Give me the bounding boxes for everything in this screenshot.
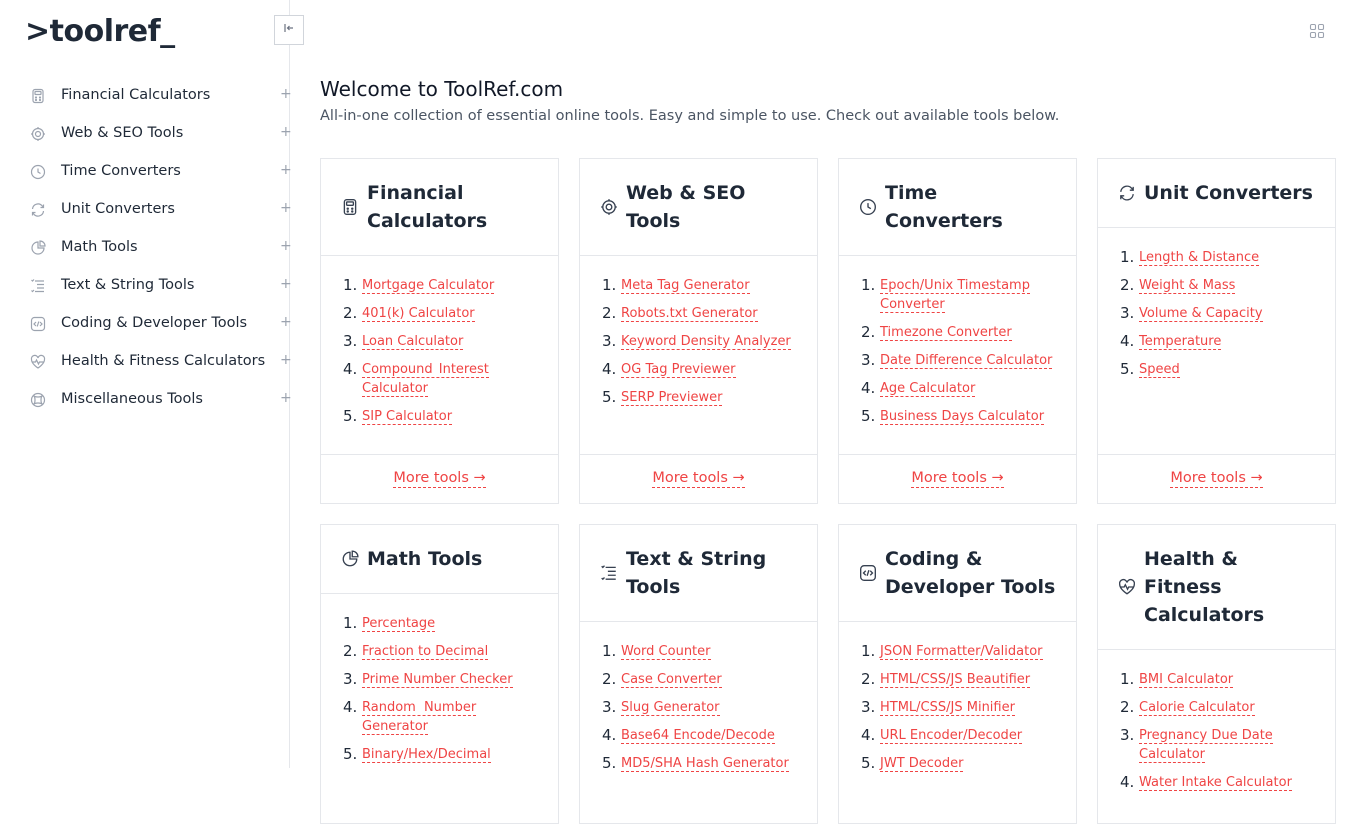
tool-link[interactable]: Date Difference Calculator <box>880 353 1053 368</box>
tool-link[interactable]: Base64 Encode/Decode <box>621 728 775 743</box>
tool-link[interactable]: Robots.txt Generator <box>621 306 758 321</box>
tool-link[interactable]: Slug Generator <box>621 700 720 715</box>
tool-link[interactable]: Loan Calculator <box>362 334 464 349</box>
sidebar-item-text-string-tools[interactable] <box>0 267 290 305</box>
expand-plus-icon[interactable]: + <box>280 200 292 216</box>
tool-link[interactable]: HTML/CSS/JS Beautifier <box>880 672 1031 687</box>
list-icon <box>600 564 618 582</box>
list-item: 5. MD5/SHA Hash Generator <box>602 754 789 772</box>
tool-link[interactable]: Compound Interest Calculator <box>362 362 489 396</box>
code-icon <box>30 316 46 332</box>
more-tools-link[interactable]: More tools → <box>1170 470 1263 486</box>
card-header <box>580 525 817 622</box>
heart-pulse-icon <box>30 354 46 370</box>
list-item: 3. Pregnancy Due Date Calculator <box>1120 726 1273 762</box>
tool-link[interactable]: URL Encoder/Decoder <box>880 728 1023 743</box>
expand-plus-icon[interactable]: + <box>280 86 292 102</box>
sidebar-item-label: Health & Fitness Calculators <box>61 353 266 369</box>
tool-link[interactable]: MD5/SHA Hash Generator <box>621 756 789 771</box>
expand-plus-icon[interactable]: + <box>280 352 292 368</box>
tool-link[interactable]: HTML/CSS/JS Minifier <box>880 700 1015 715</box>
tool-link[interactable]: Epoch/Unix Timestamp Converter <box>880 278 1030 312</box>
pie-icon <box>30 240 46 256</box>
card-header <box>321 159 558 256</box>
list-item: 3. Keyword Density Analyzer <box>602 332 791 350</box>
tool-link[interactable]: 401(k) Calculator <box>362 306 475 321</box>
tool-link[interactable]: Timezone Converter <box>880 325 1012 340</box>
tool-link[interactable]: Weight & Mass <box>1139 278 1236 293</box>
list-item: 5. JWT Decoder <box>861 754 964 772</box>
tool-list <box>839 622 1076 773</box>
logo[interactable]: >toolref_ <box>25 14 175 49</box>
page-subtitle: All-in-one collection of essential online tools. Easy and simple to use. Check out available tools below. <box>320 108 1060 124</box>
sidebar-item-label: Financial Calculators <box>61 87 211 103</box>
tool-list <box>1098 228 1335 379</box>
sidebar <box>0 0 290 768</box>
sidebar-item-time-converters[interactable] <box>0 153 290 191</box>
refresh-icon <box>30 202 46 218</box>
card-title: Financial Calculators <box>367 182 488 232</box>
tool-link[interactable]: OG Tag Previewer <box>621 362 736 377</box>
tool-link[interactable]: Business Days Calculator <box>880 409 1045 424</box>
card-title: Text & String Tools <box>626 548 767 598</box>
tool-link[interactable]: Mortgage Calculator <box>362 278 495 293</box>
list-item: 1. BMI Calculator <box>1120 670 1234 688</box>
list-item: 1. Mortgage Calculator <box>343 276 495 294</box>
more-tools-link[interactable]: More tools → <box>911 470 1004 486</box>
list-item: 3. HTML/CSS/JS Minifier <box>861 698 1015 716</box>
card-math-tools <box>320 524 559 824</box>
card-footer <box>839 454 1076 503</box>
tool-link[interactable]: JSON Formatter/Validator <box>880 644 1043 659</box>
list-item: 4. OG Tag Previewer <box>602 360 736 378</box>
list-item: 5. SERP Previewer <box>602 388 723 406</box>
card-footer <box>321 454 558 503</box>
expand-plus-icon[interactable]: + <box>280 276 292 292</box>
card-unit-converters <box>1097 158 1336 504</box>
card-header <box>580 159 817 256</box>
sidebar-item-web-seo-tools[interactable] <box>0 115 290 153</box>
sidebar-item-coding-developer-tools[interactable] <box>0 305 290 343</box>
sidebar-nav <box>0 77 290 419</box>
list-item: 3. Date Difference Calculator <box>861 351 1053 369</box>
tool-link[interactable]: Water Intake Calculator <box>1139 775 1292 790</box>
target-icon <box>600 198 618 216</box>
list-item: 2. Case Converter <box>602 670 722 688</box>
grid-icon[interactable] <box>1309 23 1325 39</box>
list-item: 2. Robots.txt Generator <box>602 304 758 322</box>
sidebar-item-financial-calculators[interactable] <box>0 77 290 115</box>
tool-link[interactable]: Volume & Capacity <box>1139 306 1263 321</box>
card-time-converters <box>838 158 1077 504</box>
sidebar-item-label: Miscellaneous Tools <box>61 391 203 407</box>
calculator-icon <box>30 88 46 104</box>
collapse-left-icon <box>282 21 296 39</box>
card-title: Time Converters <box>885 182 1003 232</box>
list-item: 4. Random Number Generator <box>343 698 477 734</box>
card-text-string-tools <box>579 524 818 824</box>
list-item: 2. Fraction to Decimal <box>343 642 489 660</box>
collapse-sidebar-button[interactable] <box>274 15 304 45</box>
tool-link[interactable]: Fraction to Decimal <box>362 644 489 659</box>
list-item: 4. Base64 Encode/Decode <box>602 726 775 744</box>
tool-list <box>321 594 558 764</box>
list-item: 1. JSON Formatter/Validator <box>861 642 1043 660</box>
list-item: 3. Slug Generator <box>602 698 720 716</box>
card-header <box>321 525 558 594</box>
card-coding-developer-tools <box>838 524 1077 824</box>
refresh-icon <box>1118 184 1136 202</box>
expand-plus-icon[interactable]: + <box>280 124 292 140</box>
tool-link[interactable]: BMI Calculator <box>1139 672 1234 687</box>
card-financial-calculators <box>320 158 559 504</box>
tool-link[interactable]: Percentage <box>362 616 436 631</box>
list-item: 2. 401(k) Calculator <box>343 304 475 322</box>
more-tools-link[interactable]: More tools → <box>393 470 486 486</box>
list-item: 4. URL Encoder/Decoder <box>861 726 1023 744</box>
tool-link[interactable]: Case Converter <box>621 672 722 687</box>
list-item: 3. Prime Number Checker <box>343 670 513 688</box>
card-title: Unit Converters <box>1144 182 1313 204</box>
more-tools-link[interactable]: More tools → <box>652 470 745 486</box>
tool-list <box>1098 650 1335 792</box>
heart-pulse-icon <box>1118 578 1136 596</box>
sidebar-item-label: Time Converters <box>61 163 181 179</box>
sidebar-item-label: Text & String Tools <box>61 277 195 293</box>
list-item: 1. Word Counter <box>602 642 711 660</box>
expand-plus-icon[interactable]: + <box>280 314 292 330</box>
list-icon <box>30 278 46 294</box>
tool-link[interactable]: Speed <box>1139 362 1180 377</box>
list-item: 4. Temperature <box>1120 332 1222 350</box>
tool-link[interactable]: Pregnancy Due Date Calculator <box>1139 728 1273 762</box>
card-title: Health & Fitness Calculators <box>1144 548 1265 626</box>
tool-list <box>580 622 817 773</box>
list-item: 2. HTML/CSS/JS Beautifier <box>861 670 1031 688</box>
card-web-seo-tools <box>579 158 818 504</box>
list-item: 4. Water Intake Calculator <box>1120 773 1292 791</box>
card-title: Math Tools <box>367 548 483 570</box>
tool-list <box>321 256 558 426</box>
card-footer <box>580 454 817 503</box>
list-item: 4. Age Calculator <box>861 379 976 397</box>
clock-icon <box>859 198 877 216</box>
sidebar-item-label: Math Tools <box>61 239 138 255</box>
tool-list <box>839 256 1076 426</box>
tool-link[interactable]: Keyword Density Analyzer <box>621 334 791 349</box>
list-item: 1. Percentage <box>343 614 436 632</box>
ball-icon <box>30 392 46 408</box>
card-header <box>839 525 1076 622</box>
sidebar-item-label: Coding & Developer Tools <box>61 315 248 331</box>
expand-plus-icon[interactable]: + <box>280 162 292 178</box>
sidebar-item-label: Unit Converters <box>61 201 175 217</box>
tool-link[interactable]: Word Counter <box>621 644 711 659</box>
list-item: 5. SIP Calculator <box>343 407 453 425</box>
tool-link[interactable]: Calorie Calculator <box>1139 700 1255 715</box>
sidebar-item-label: Web & SEO Tools <box>61 125 184 141</box>
tool-link[interactable]: Age Calculator <box>880 381 976 396</box>
card-health-fitness-calculators <box>1097 524 1336 824</box>
list-item: 2. Calorie Calculator <box>1120 698 1255 716</box>
tool-link[interactable]: SIP Calculator <box>362 409 453 424</box>
list-item: 2. Weight & Mass <box>1120 276 1236 294</box>
card-title: Coding & Developer Tools <box>885 548 1056 598</box>
list-item: 1. Length & Distance <box>1120 248 1260 266</box>
list-item: 5. Binary/Hex/Decimal <box>343 745 491 763</box>
sidebar-item-unit-converters[interactable] <box>0 191 290 229</box>
list-item: 1. Epoch/Unix Timestamp Converter <box>861 276 1030 312</box>
sidebar-item-health-fitness-calculators[interactable] <box>0 343 290 381</box>
sidebar-item-miscellaneous-tools[interactable] <box>0 381 290 419</box>
expand-plus-icon[interactable]: + <box>280 390 292 406</box>
card-footer <box>1098 454 1335 503</box>
list-item: 5. Speed <box>1120 360 1180 378</box>
list-item: 5. Business Days Calculator <box>861 407 1045 425</box>
calculator-icon <box>341 198 359 216</box>
page-title: Welcome to ToolRef.com <box>320 77 564 101</box>
pie-icon <box>341 550 359 568</box>
tool-list <box>580 256 817 407</box>
sidebar-item-math-tools[interactable] <box>0 229 290 267</box>
code-icon <box>859 564 877 582</box>
list-item: 4. Compound Interest Calculator <box>343 360 489 396</box>
card-header <box>1098 159 1335 228</box>
list-item: 2. Timezone Converter <box>861 323 1012 341</box>
list-item: 3. Loan Calculator <box>343 332 464 350</box>
tool-link[interactable]: SERP Previewer <box>621 390 723 405</box>
tool-link[interactable]: JWT Decoder <box>880 756 964 771</box>
list-item: 3. Volume & Capacity <box>1120 304 1263 322</box>
card-title: Web & SEO Tools <box>626 182 746 232</box>
card-header <box>1098 525 1335 650</box>
tool-link[interactable]: Temperature <box>1139 334 1222 349</box>
target-icon <box>30 126 46 142</box>
card-header <box>839 159 1076 256</box>
tool-link[interactable]: Length & Distance <box>1139 250 1260 265</box>
expand-plus-icon[interactable]: + <box>280 238 292 254</box>
tool-link[interactable]: Meta Tag Generator <box>621 278 750 293</box>
tool-link[interactable]: Binary/Hex/Decimal <box>362 747 491 762</box>
tool-link[interactable]: Prime Number Checker <box>362 672 513 687</box>
tool-link[interactable]: Random Number Generator <box>362 700 477 734</box>
list-item: 1. Meta Tag Generator <box>602 276 750 294</box>
clock-icon <box>30 164 46 180</box>
